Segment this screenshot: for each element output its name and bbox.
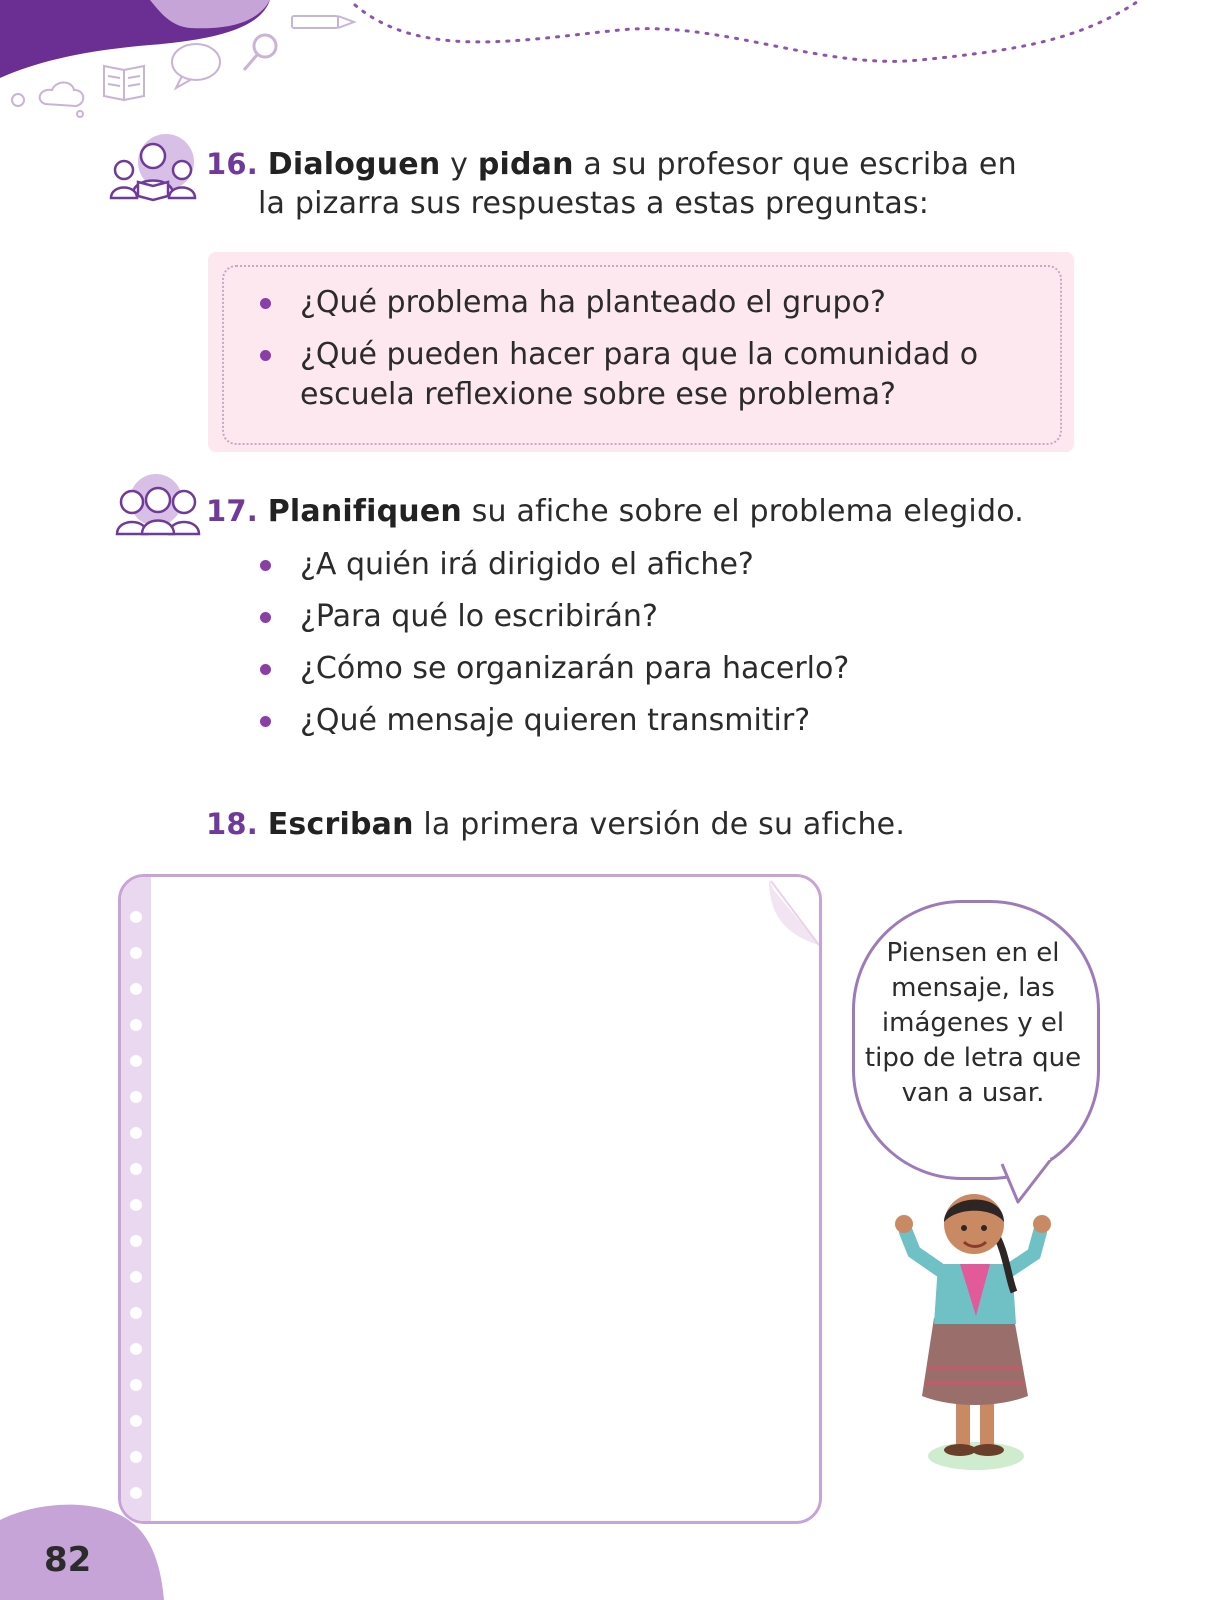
q16-instruction-line2: la pizarra sus respuestas a estas preguntas: — [258, 186, 930, 221]
list-item: ¿A quién irá dirigido el afiche? — [256, 545, 1046, 585]
q17-instruction: su afiche sobre el problema elegido. — [461, 494, 1024, 529]
thought-cloud-icon — [12, 83, 83, 118]
pencil-icon — [292, 16, 354, 28]
q16-question-list — [256, 283, 1046, 427]
three-students-icon — [114, 472, 202, 538]
q18-number: 18. — [206, 807, 258, 841]
q17-number: 17. — [206, 494, 258, 528]
page-number: 82 — [44, 1540, 92, 1580]
q18-instruction: la primera versión de su afiche. — [413, 807, 906, 842]
q17-verb: Planifiquen — [267, 494, 462, 529]
girl-illustration — [888, 1188, 1058, 1478]
book-icon — [104, 66, 144, 100]
q16-number: 16. — [206, 147, 258, 181]
list-item: ¿Cómo se organizarán para hacerlo? — [256, 649, 1046, 689]
speech-bubble-text: Piensen en el mensaje, las imágenes y el tipo de letra que van a usar. — [864, 938, 1082, 1108]
q16-verb-2: pidan — [477, 147, 574, 182]
list-item: ¿Qué mensaje quieren transmitir? — [256, 701, 1046, 741]
list-item: ¿Qué pueden hacer para que la comunidad o escuela reflexione sobre ese problema? — [256, 335, 1040, 415]
page-curl-corner — [759, 877, 819, 947]
magnifier-icon — [244, 35, 276, 70]
list-item: ¿Para qué lo escribirán? — [256, 597, 1046, 637]
q16-connector: y — [440, 147, 478, 182]
q16-instruction: a su profesor que escriba en — [573, 147, 1017, 182]
q17-question-list — [256, 545, 1046, 753]
q16-verb-1: Dialoguen — [267, 147, 441, 182]
header-decoration — [0, 0, 1215, 130]
notebook-margin-strip — [121, 877, 151, 1521]
list-item: ¿Qué problema ha planteado el grupo? — [256, 283, 1046, 323]
q18-verb: Escriban — [267, 807, 414, 842]
speech-bubble-icon — [172, 44, 220, 88]
teacher-with-students-icon — [108, 132, 198, 204]
poster-writing-area[interactable] — [118, 874, 822, 1524]
